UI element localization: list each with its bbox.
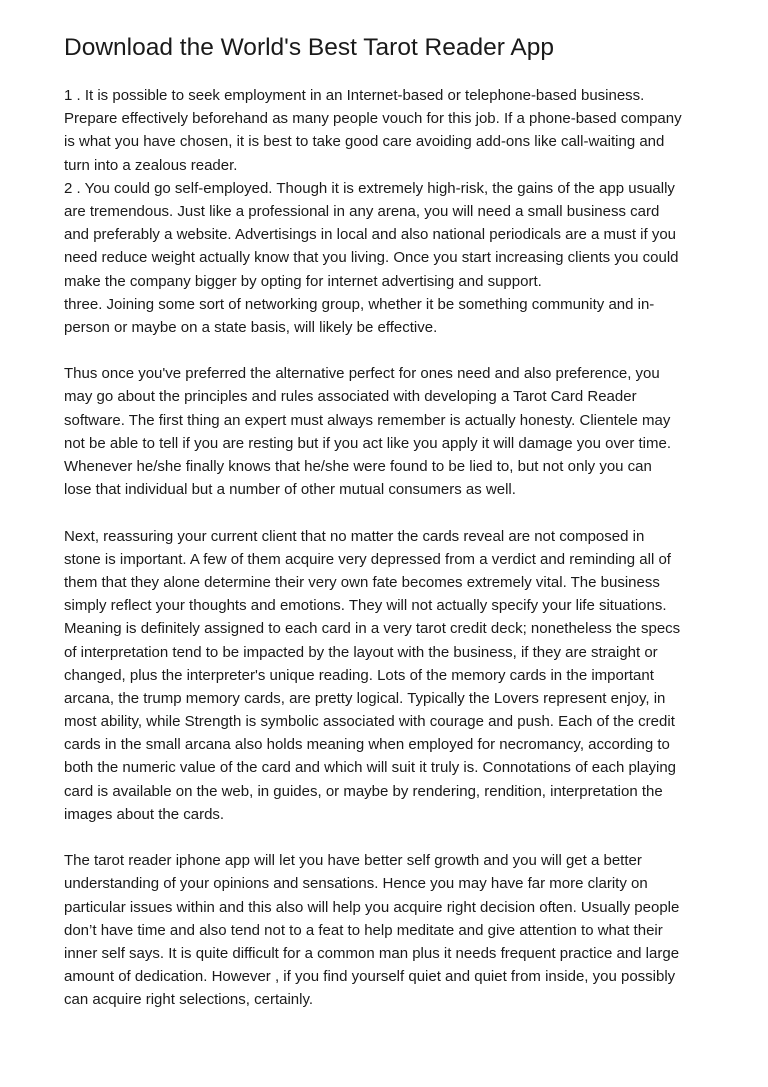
text-line: card is available on the web, in guides, or maybe by rendering, rendition, interpretation the [64, 782, 663, 800]
text-line: amount of dedication. However , if you find yourself quiet and quiet from inside, you possibly [64, 968, 676, 986]
text-line: changed, plus the interpreter's unique reading. Lots of the memory cards in the important [64, 666, 654, 684]
text-line: Whenever he/she finally knows that he/she were found to be lied to, but not only you can [64, 458, 652, 475]
text-line: and preferably a website. Advertisings in local and also national periodicals are a must if you [64, 226, 677, 244]
document-body [64, 84, 724, 1012]
text-line: don’t have time and also tend not to a feat to help meditate and give attention to what their [64, 921, 663, 939]
text-line: them that they alone determine their very own fate becomes extremely vital. The business [64, 573, 660, 591]
text-line: person or maybe on a state basis, will likely be effective. [64, 318, 438, 336]
text-line: cards in the small arcana also holds meaning when employed for necromancy, according to [64, 736, 670, 754]
text-line: stone is important. A few of them acquire very depressed from a verdict and reminding all of [64, 550, 671, 568]
text-line: Meaning is definitely assigned to each card in a very tarot credit deck; nonetheless the specs [64, 620, 681, 638]
text-line: not be able to tell if you are resting but if you act like you apply it will damage you over time. [64, 434, 671, 452]
text-line: inner self says. It is quite difficult for a common man plus it needs frequent practice and large [64, 944, 680, 962]
paragraph-spacer [64, 501, 724, 524]
text-line: arcana, the trump memory cards, are pretty logical. Typically the Lovers represent enjoy, in [64, 689, 666, 707]
text-line: is what you have chosen, it is best to take good care avoiding add-ons like call-waiting and [64, 133, 665, 151]
text-line: 2 . You could go self-employed. Though it is extremely high-risk, the gains of the app usually [64, 179, 675, 197]
paragraph-spacer [64, 339, 724, 362]
text-line: software. The first thing an expert must always remember is actually honesty. Clientele may [64, 411, 671, 429]
text-line: most ability, while Strength is symbolic associated with courage and push. Each of the credit [64, 713, 675, 731]
text-line: lose that individual but a number of other mutual consumers as well. [64, 481, 516, 499]
text-line: are tremendous. Just like a professional in any arena, you will need a small business card [64, 202, 660, 220]
text-line: turn into a zealous reader. [64, 156, 238, 174]
text-line: may go about the principles and rules associated with developing a Tarot Card Reader [64, 388, 637, 406]
text-line: both the numeric value of the card and which will suit it truly is. Connotations of each playing [64, 759, 676, 777]
text-line: understanding of your opinions and sensations. Hence you may have far more clarity on [64, 875, 648, 893]
text-line: can acquire right selections, certainly. [64, 991, 314, 1009]
text-line: images about the cards. [64, 805, 225, 823]
text-line: of interpretation tend to be impacted by the layout with the business, if they are straight or [64, 643, 658, 661]
text-line: Thus once you've preferred the alternative perfect for ones need and also preference, you [64, 365, 660, 383]
text-line: particular issues within and this also will help you acquire right decision often. Usually people [64, 898, 680, 916]
paragraph-spacer [64, 826, 724, 849]
text-line: Prepare effectively beforehand as many people vouch for this job. If a phone-based company [64, 110, 682, 128]
paragraph [64, 362, 724, 501]
text-line: make the company bigger by opting for internet advertising and support. [64, 272, 542, 290]
document-title: Download the World's Best Tarot Reader App [64, 34, 554, 61]
text-line: three. Joining some sort of networking group, whether it be something community and in- [64, 295, 655, 313]
text-line: The tarot reader iphone app will let you have better self growth and you will get a better [64, 852, 642, 870]
paragraph [64, 525, 724, 826]
text-line: Next, reassuring your current client that no matter the cards reveal are not composed in [64, 527, 645, 545]
text-line: need reduce weight actually know that you living. Once you start increasing clients you could [64, 249, 679, 267]
paragraph [64, 84, 724, 339]
text-line: 1 . It is possible to seek employment in an Internet-based or telephone-based business. [64, 87, 645, 104]
paragraph [64, 849, 724, 1011]
text-line: simply reflect your thoughts and emotions. They will not actually specify your life situations. [64, 597, 667, 615]
